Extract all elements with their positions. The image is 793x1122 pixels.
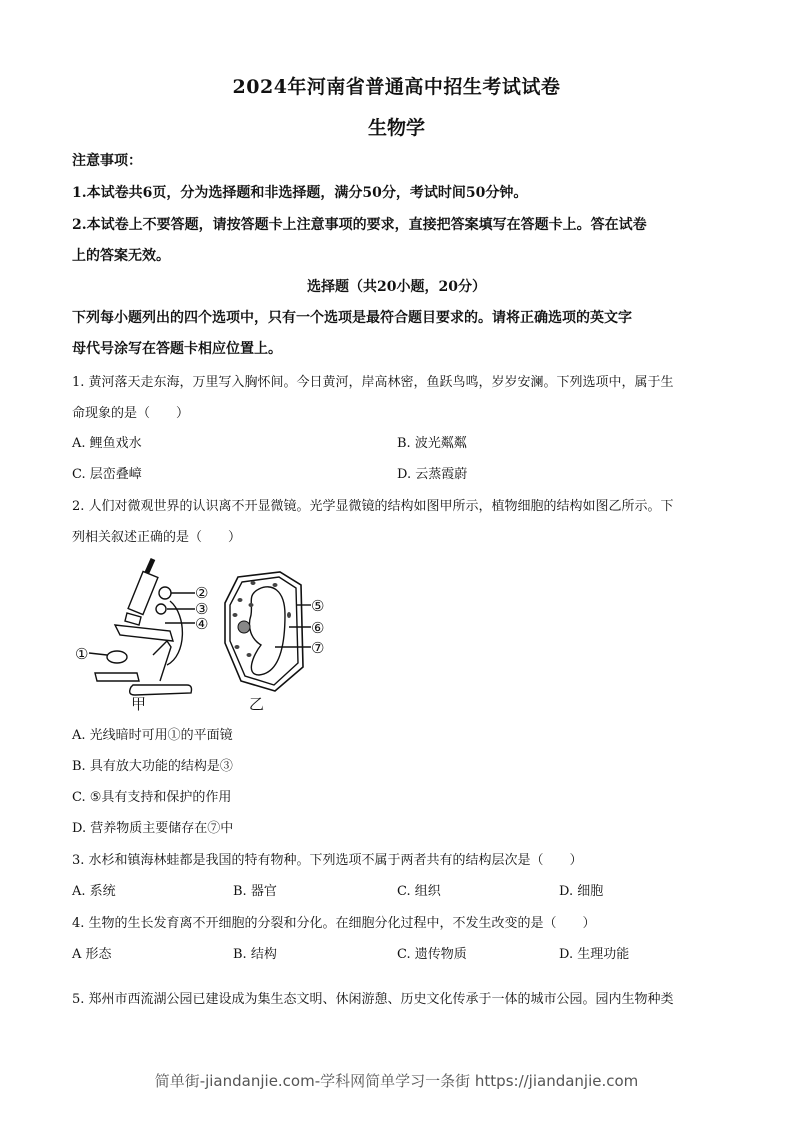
- q1-option-b: B. 波光粼粼: [397, 436, 467, 451]
- label-7: ⑦: [311, 639, 325, 657]
- q3-option-c: C. 组织: [397, 884, 441, 899]
- q2-stem-2: 列相关叙述正确的是（ ）: [72, 530, 242, 545]
- q3-option-d: D. 细胞: [559, 884, 604, 899]
- q1-stem-2: 命现象的是（ ）: [72, 406, 190, 421]
- section-heading: 选择题（共20小题，20分）: [307, 279, 486, 295]
- q1-stem-1: 1. 黄河落天走东海，万里写入胸怀间。今日黄河，岸高林密，鱼跃鸟鸣，岁岁安澜。下列选项中，属于生: [72, 375, 674, 390]
- label-6: ⑥: [311, 619, 325, 637]
- label-2: ②: [195, 584, 209, 602]
- section-instructions-2: 母代号涂写在答题卡相应位置上。: [72, 341, 282, 357]
- microscope-and-cell-diagram: [75, 555, 335, 715]
- notice-item-2-cont: 上的答案无效。: [72, 248, 170, 264]
- q5-stem: 5. 郑州市西流湖公园已建设成为集生态文明、休闲游憩、历史文化传承于一体的城市公园。园内生物种类: [72, 992, 674, 1007]
- subject-title: 生物学: [367, 117, 425, 139]
- q2-stem-1: 2. 人们对微观世界的认识离不开显微镜。光学显微镜的结构如图甲所示，植物细胞的结构如图乙所示。下: [72, 499, 674, 514]
- q4-option-d: D. 生理功能: [559, 947, 630, 962]
- label-5: ⑤: [311, 597, 325, 615]
- q1-option-a: A. 鲤鱼戏水: [72, 436, 142, 451]
- q2-option-a: A. 光线暗时可用①的平面镜: [72, 728, 233, 743]
- q4-option-b: B. 结构: [233, 947, 277, 962]
- notice-item-2: 2.本试卷上不要答题，请按答题卡上注意事项的要求，直接把答案填写在答题卡上。答在试卷: [72, 217, 647, 233]
- notice-heading: 注意事项：: [72, 153, 142, 169]
- q1-option-c: C. 层峦叠嶂: [72, 467, 142, 482]
- q3-stem: 3. 水杉和镇海林蛙都是我国的特有物种。下列选项不属于两者共有的结构层次是（ ）: [72, 853, 583, 868]
- label-3: ③: [195, 600, 209, 618]
- label-4: ④: [195, 615, 209, 633]
- label-1: ①: [75, 645, 89, 663]
- q1-option-d: D. 云蒸霞蔚: [397, 467, 468, 482]
- caption-right: 乙: [249, 695, 265, 713]
- notice-item-1: 1.本试卷共6页，分为选择题和非选择题，满分50分，考试时间50分钟。: [72, 185, 528, 201]
- q4-stem: 4. 生物的生长发育离不开细胞的分裂和分化。在细胞分化过程中，不发生改变的是（ ）: [72, 916, 596, 931]
- section-instructions-1: 下列每小题列出的四个选项中，只有一个选项是最符合题目要求的。请将正确选项的英文字: [72, 310, 632, 326]
- exam-title: 2024年河南省普通高中招生考试试卷: [232, 76, 561, 98]
- q3-option-b: B. 器官: [233, 884, 277, 899]
- footer-watermark: 简单街-jiandanjie.com-学科网简单学习一条街 https://jiandanjie.com: [154, 1072, 639, 1090]
- q4-option-c: C. 遗传物质: [397, 947, 467, 962]
- q2-option-b: B. 具有放大功能的结构是③: [72, 759, 233, 774]
- q3-option-a: A. 系统: [72, 884, 116, 899]
- q4-option-a: A 形态: [72, 947, 112, 962]
- q2-option-d: D. 营养物质主要储存在⑦中: [72, 821, 234, 836]
- q2-option-c: C. ⑤具有支持和保护的作用: [72, 790, 232, 805]
- caption-left: 甲: [131, 695, 147, 713]
- q2-figure: [75, 555, 335, 715]
